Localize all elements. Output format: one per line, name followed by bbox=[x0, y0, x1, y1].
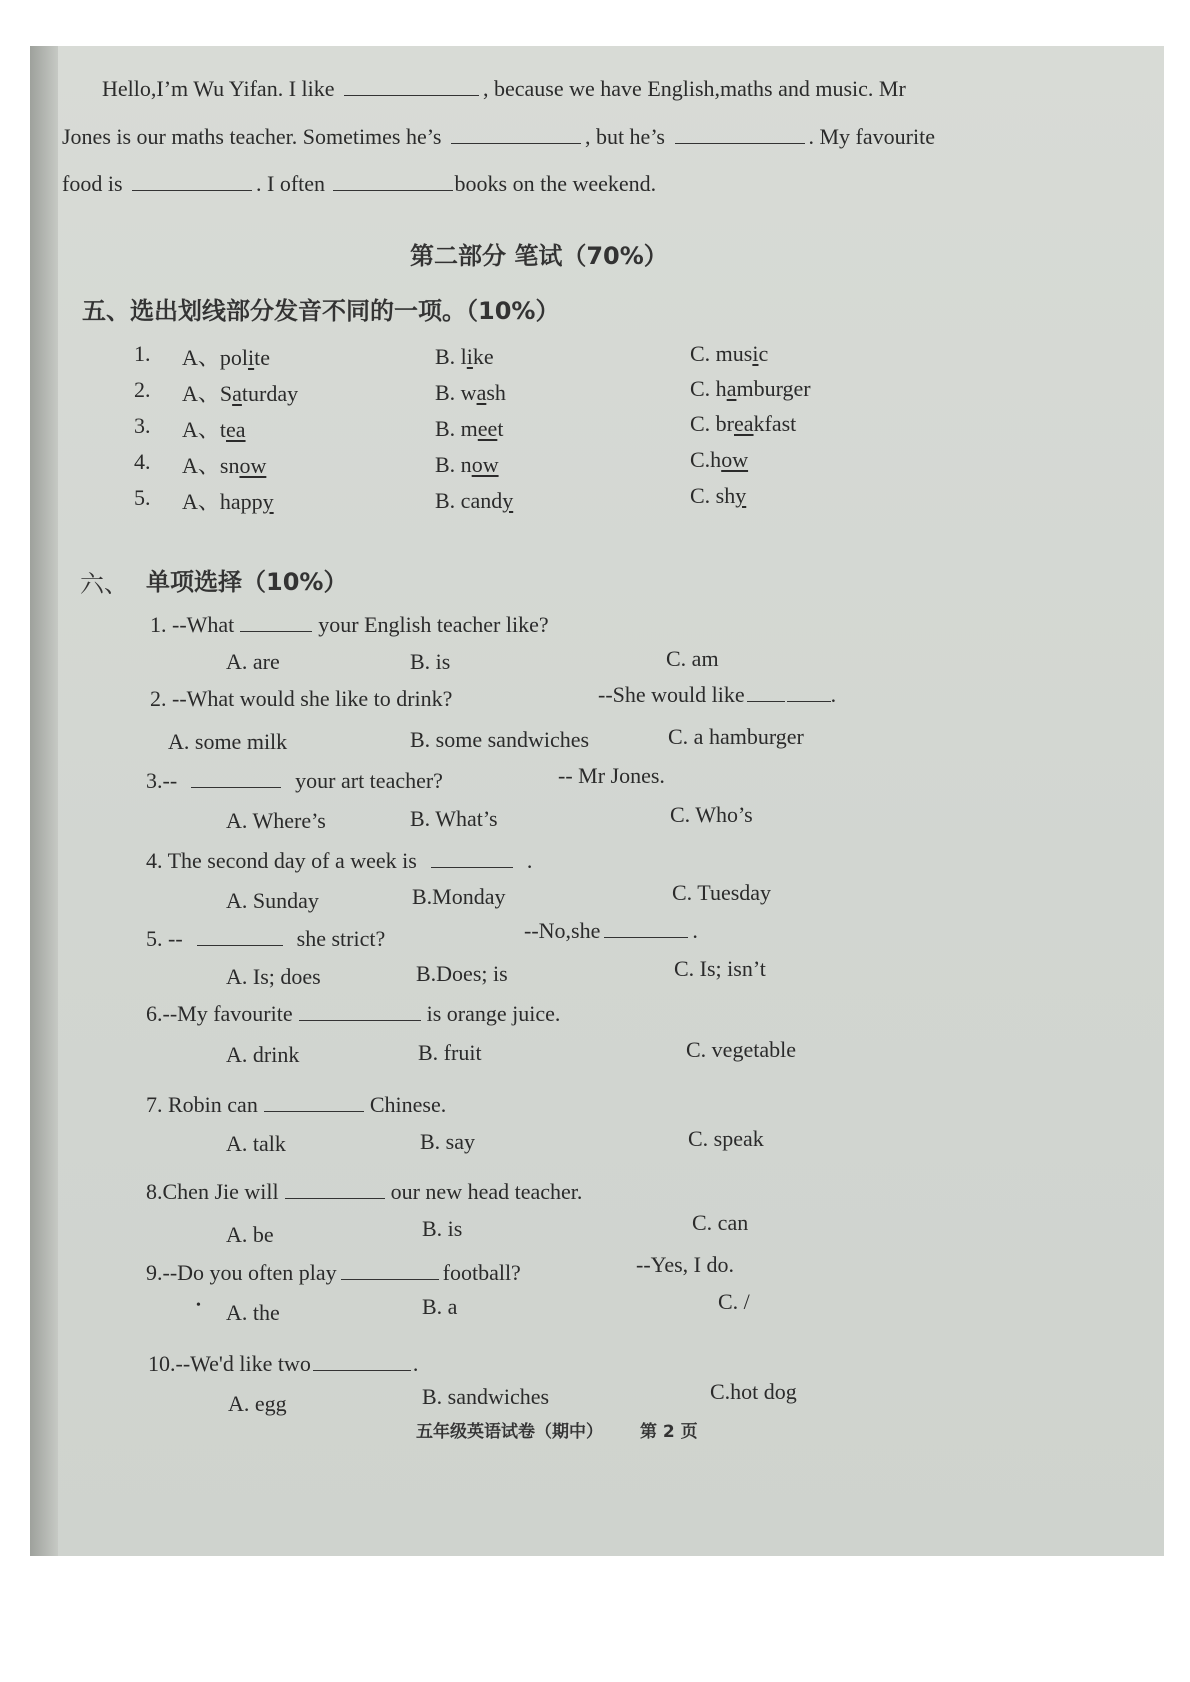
part2-title: 第二部分 笔试（70%） bbox=[410, 242, 668, 270]
s6-q1-option-a: A. are bbox=[226, 649, 280, 674]
s6-q1-option-c: C. am bbox=[666, 646, 719, 671]
passage-text: Jones is our maths teacher. Sometimes he’s bbox=[62, 124, 442, 149]
passage-line-1 bbox=[102, 76, 906, 102]
s6-q7-option-c: C. speak bbox=[688, 1126, 764, 1151]
passage-line-3 bbox=[62, 171, 656, 197]
answer-blank bbox=[451, 142, 581, 144]
s5-q4-num: 4. bbox=[134, 449, 151, 474]
s6-q5-option-b: B.Does; is bbox=[416, 961, 508, 986]
answer-blank bbox=[333, 189, 453, 191]
passage-text: . I often bbox=[256, 171, 326, 196]
s6-q1-option-b: B. is bbox=[410, 649, 451, 674]
s6-q3-option-c: C. Who’s bbox=[670, 802, 753, 827]
s6-q2-answer: --She would like . bbox=[598, 682, 837, 707]
s6-q2-option-b: B. some sandwiches bbox=[410, 727, 590, 752]
s5-q1-option-b: B. like bbox=[435, 344, 494, 369]
passage-text: books on the weekend. bbox=[454, 171, 657, 196]
s5-q5-option-c: C. shy bbox=[690, 483, 747, 508]
s6-q9-stem: 9.--Do you often play football? bbox=[146, 1260, 521, 1285]
s6-q2-option-a: A. some milk bbox=[168, 729, 288, 754]
s6-q7-option-a: A. talk bbox=[226, 1131, 286, 1156]
passage-text: , because we have English,maths and music. Mr bbox=[483, 76, 906, 101]
s6-q10-stem: 10.--We'd like two . bbox=[148, 1351, 419, 1376]
s5-q3-option-b: B. meet bbox=[435, 416, 504, 441]
passage-text: . My favourite bbox=[808, 124, 935, 149]
answer-blank bbox=[132, 189, 252, 191]
s6-q3-answer: -- Mr Jones. bbox=[558, 763, 665, 788]
answer-blank bbox=[344, 94, 479, 96]
passage-text: , but he’s bbox=[584, 124, 665, 149]
s5-q3-option-a: A、tea bbox=[182, 417, 246, 442]
s6-q8-option-b: B. is bbox=[422, 1216, 463, 1241]
s6-q6-option-a: A. drink bbox=[226, 1042, 300, 1067]
s5-q4-option-c: C.how bbox=[690, 447, 749, 472]
section5-title: 五、选出划线部分发音不同的一项。（10%） bbox=[82, 297, 560, 325]
s6-q10-option-c: C.hot dog bbox=[710, 1379, 797, 1404]
s6-q5-answer: --No,she . bbox=[524, 918, 698, 943]
s6-q6-stem: 6.--My favourite is orange juice. bbox=[146, 1001, 561, 1026]
s5-q2-option-c: C. hamburger bbox=[690, 376, 811, 401]
s6-q9-option-a: A. the bbox=[226, 1300, 280, 1325]
page-edge-shadow bbox=[30, 46, 58, 1556]
s6-q9-answer: --Yes, I do. bbox=[636, 1252, 734, 1277]
s5-q5-option-b: B. candy bbox=[435, 488, 514, 513]
section6-num: 六、 bbox=[80, 570, 128, 598]
s6-q4-stem: 4. The second day of a week is . bbox=[146, 848, 533, 873]
footer-title: 五年级英语试卷（期中） bbox=[416, 1422, 603, 1442]
stray-dot: • bbox=[196, 1298, 201, 1313]
section6-title: 单项选择（10%） bbox=[146, 568, 348, 596]
s6-q4-option-a: A. Sunday bbox=[226, 888, 319, 913]
s6-q9-option-b: B. a bbox=[422, 1294, 458, 1319]
s5-q5-option-a: A、happy bbox=[182, 489, 274, 514]
s5-q3-num: 3. bbox=[134, 413, 151, 438]
s6-q7-option-b: B. say bbox=[420, 1129, 475, 1154]
s6-q5-option-c: C. Is; isn’t bbox=[674, 956, 766, 981]
s6-q1-stem: 1. --What your English teacher like? bbox=[150, 612, 549, 637]
s5-q2-option-a: A、Saturday bbox=[182, 381, 299, 406]
s6-q2-option-c: C. a hamburger bbox=[668, 724, 804, 749]
s5-q2-num: 2. bbox=[134, 377, 151, 402]
s5-q4-option-a: A、snow bbox=[182, 453, 267, 478]
exam-sheet bbox=[30, 46, 1164, 1556]
s6-q6-option-c: C. vegetable bbox=[686, 1037, 796, 1062]
s6-q7-stem: 7. Robin can Chinese. bbox=[146, 1092, 447, 1117]
s6-q4-option-b: B.Monday bbox=[412, 884, 506, 909]
s5-q2-option-b: B. wash bbox=[435, 380, 506, 405]
s5-q1-option-c: C. music bbox=[690, 341, 769, 366]
s6-q8-stem: 8.Chen Jie will our new head teacher. bbox=[146, 1179, 583, 1204]
s6-q5-option-a: A. Is; does bbox=[226, 964, 321, 989]
s6-q2-stem: 2. --What would she like to drink? bbox=[150, 686, 453, 711]
s6-q10-option-b: B. sandwiches bbox=[422, 1384, 550, 1409]
s6-q3-option-a: A. Where’s bbox=[226, 808, 326, 833]
s6-q10-option-a: A. egg bbox=[228, 1391, 287, 1416]
s5-q3-option-c: C. breakfast bbox=[690, 411, 797, 436]
s6-q5-stem: 5. -- she strict? bbox=[146, 926, 386, 951]
s6-q3-option-b: B. What’s bbox=[410, 806, 498, 831]
s6-q3-stem: 3.-- your art teacher? bbox=[146, 768, 443, 793]
s6-q8-option-c: C. can bbox=[692, 1210, 749, 1235]
s6-q9-option-c: C. / bbox=[718, 1289, 750, 1314]
passage-text: food is bbox=[62, 171, 123, 196]
passage-text: Hello,I’m Wu Yifan. I like bbox=[102, 76, 335, 101]
s5-q1-option-a: A、polite bbox=[182, 345, 271, 370]
s5-q1-num: 1. bbox=[134, 341, 151, 366]
s5-q5-num: 5. bbox=[134, 485, 151, 510]
footer-page-number: 第 2 页 bbox=[640, 1422, 698, 1442]
s5-q4-option-b: B. now bbox=[435, 452, 499, 477]
s6-q8-option-a: A. be bbox=[226, 1222, 274, 1247]
answer-blank bbox=[675, 142, 805, 144]
passage-line-2 bbox=[62, 124, 935, 150]
s6-q6-option-b: B. fruit bbox=[418, 1040, 482, 1065]
s6-q4-option-c: C. Tuesday bbox=[672, 880, 772, 905]
